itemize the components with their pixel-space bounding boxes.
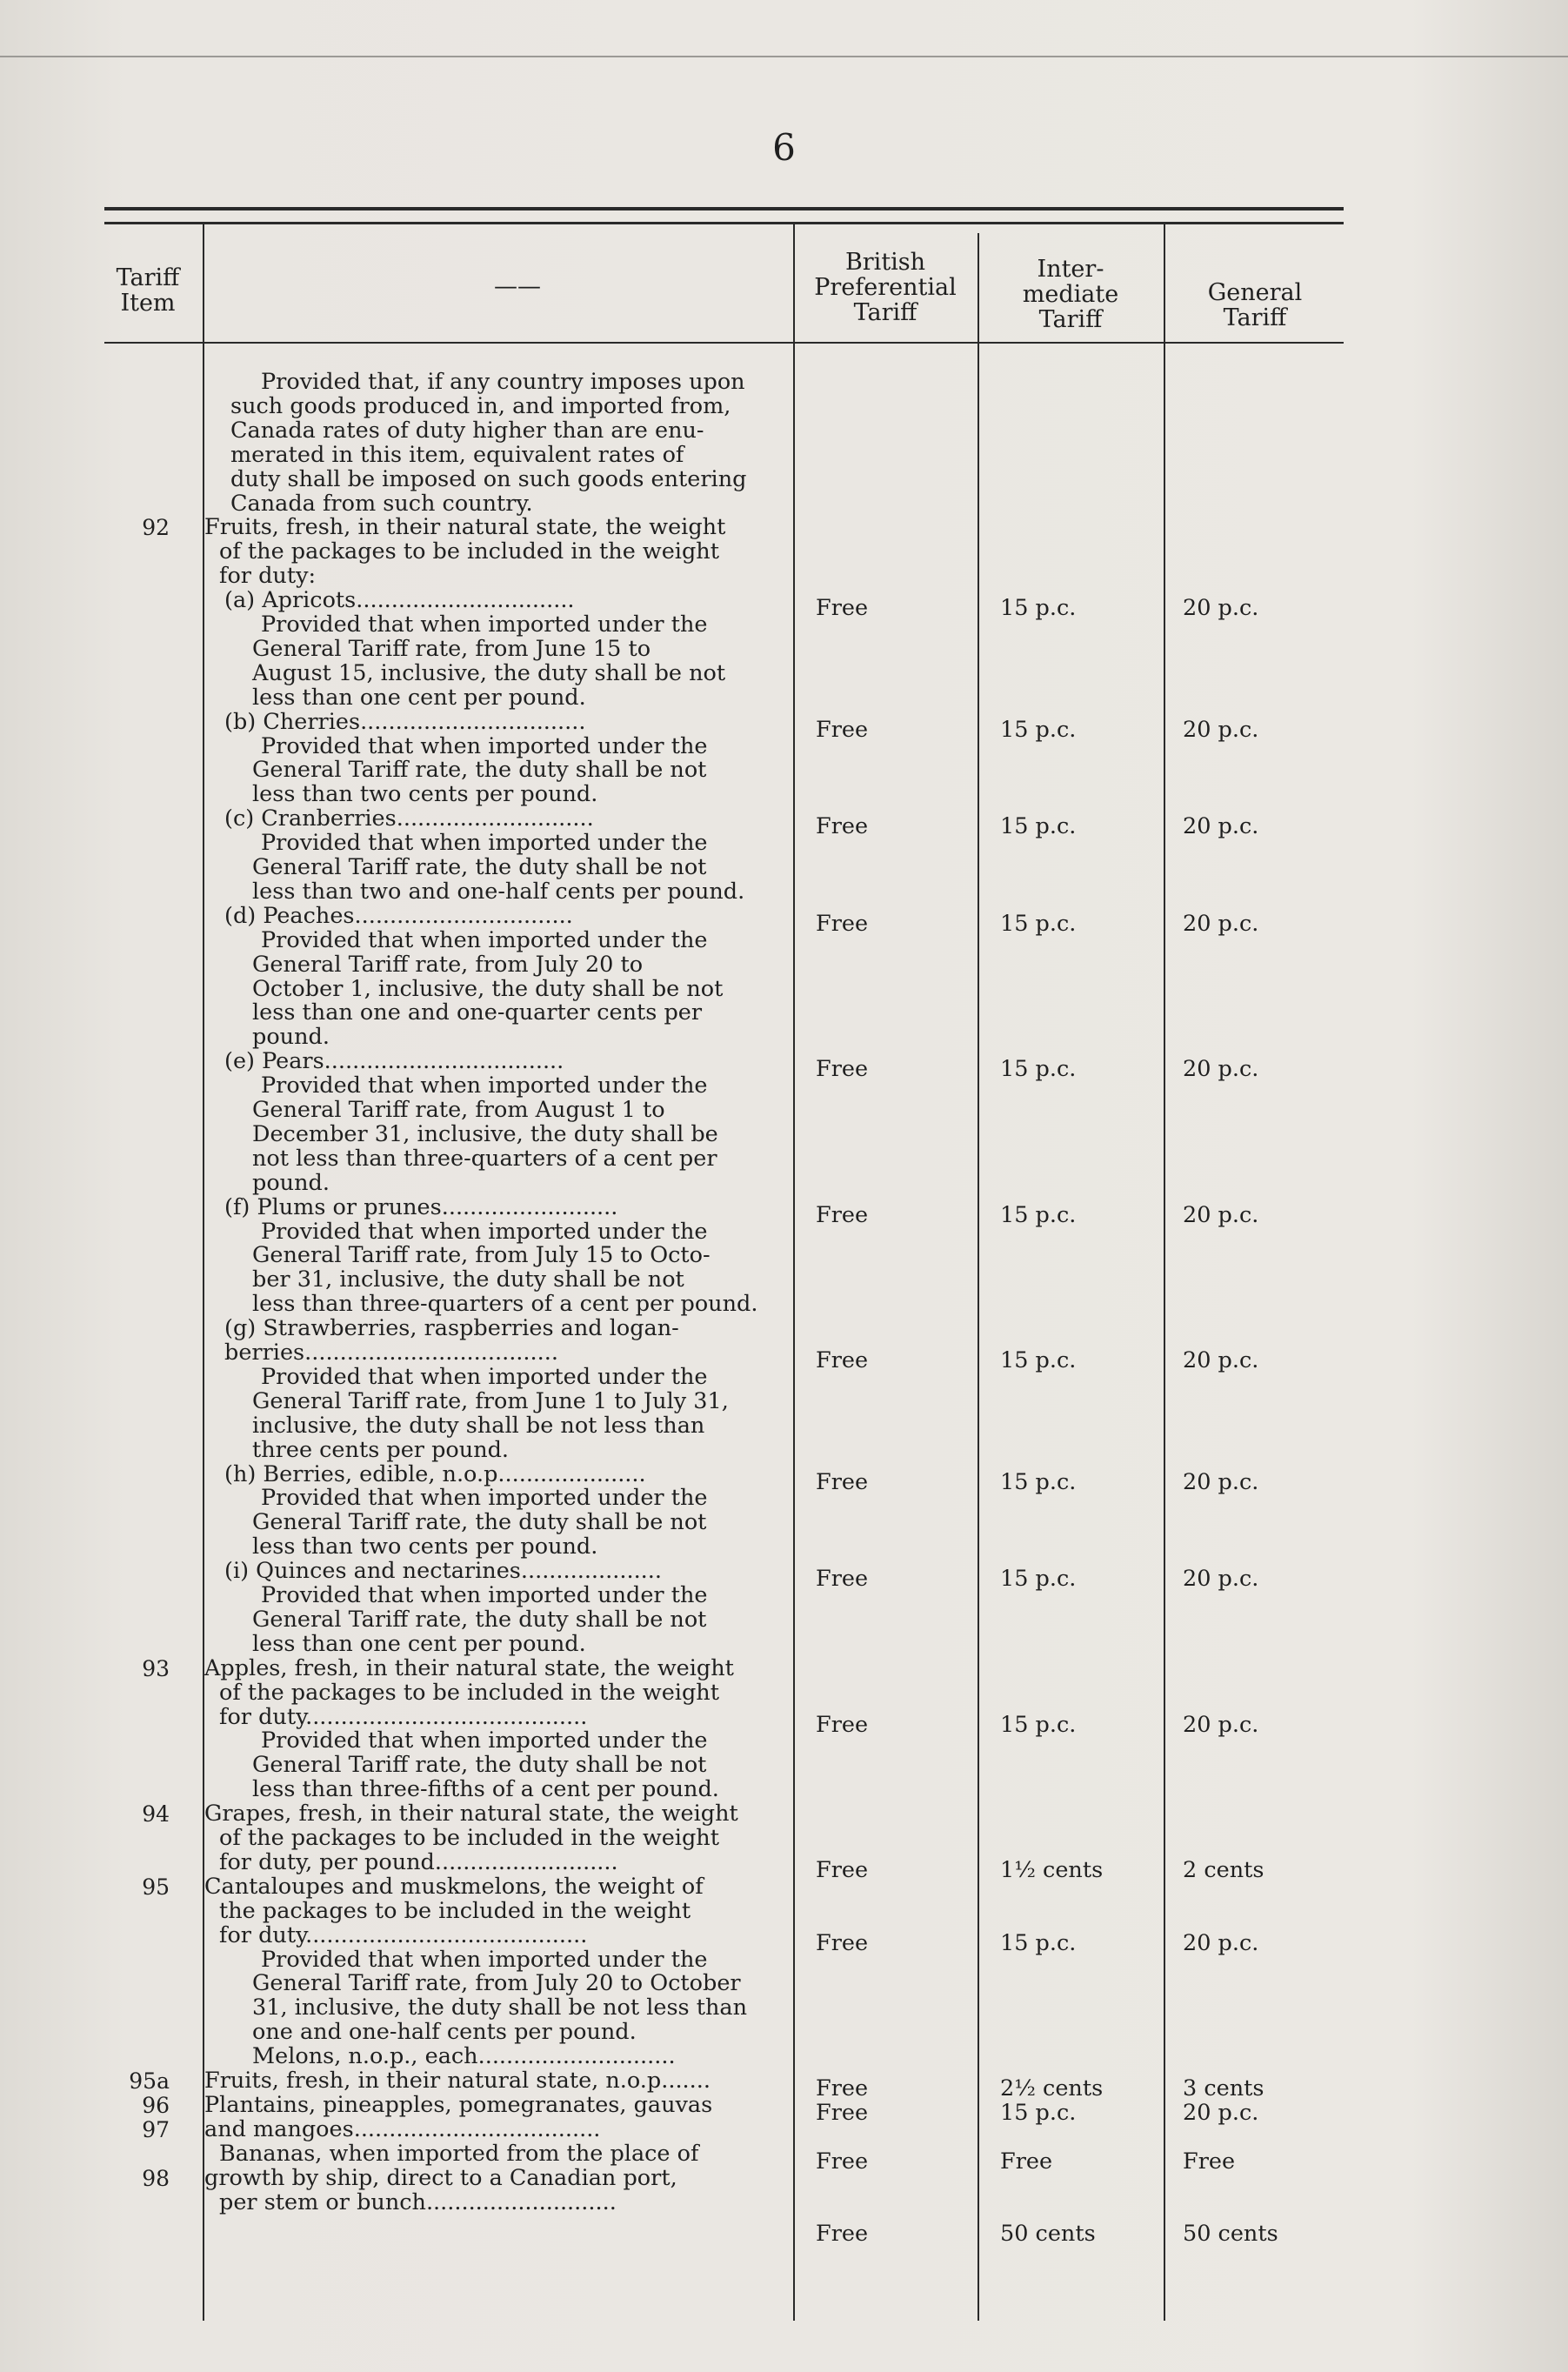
description-line: for duty:	[219, 563, 317, 590]
header-british-line: British	[844, 249, 926, 276]
british-preferential-rate: Free	[816, 595, 869, 622]
general-rate: 20 p.c.	[1183, 1468, 1259, 1495]
general-rate: 20 p.c.	[1183, 1347, 1259, 1373]
description-line: (a) Apricots...............................	[224, 587, 575, 614]
header-tariff-item-line: Item	[120, 290, 176, 317]
description-line: of the packages to be included in the weight	[219, 1679, 719, 1706]
general-rate: 20 p.c.	[1183, 813, 1259, 840]
description-line: August 15, inclusive, the duty shall be not	[252, 659, 726, 686]
intermediate-rate: 15 p.c.	[1000, 813, 1077, 840]
description-line: the packages to be included in the weight	[219, 1897, 691, 1924]
description-line: Bananas, when imported from the place of	[219, 2140, 699, 2167]
description-line: berries....................................	[224, 1340, 558, 1366]
description-line: Provided that when imported under the	[261, 1072, 708, 1099]
general-rate: Free	[1183, 2148, 1236, 2175]
british-preferential-rate: Free	[816, 716, 869, 743]
description-line: General Tariff rate, the duty shall be not	[252, 1509, 707, 1536]
general-rate: 2 cents	[1183, 1856, 1264, 1883]
header-intermediate-line: Tariff	[1038, 306, 1103, 333]
british-preferential-rate: Free	[816, 2221, 869, 2248]
british-preferential-rate: Free	[816, 1468, 869, 1495]
header-tariff-item-line: Tariff	[116, 264, 180, 291]
header-description: ——	[494, 273, 541, 300]
description-line: less than two cents per pound.	[252, 781, 598, 808]
intermediate-rate: 15 p.c.	[1000, 1566, 1077, 1593]
description-line: General Tariff rate, from July 20 to October	[252, 1970, 741, 1997]
description-line: growth by ship, direct to a Canadian port,	[204, 2164, 677, 2191]
description-line: of the packages to be included in the weight	[219, 538, 719, 565]
intermediate-rate: 15 p.c.	[1000, 1056, 1077, 1083]
description-line: and mangoes...................................	[204, 2115, 601, 2142]
description-line: of the packages to be included in the weight	[219, 1825, 719, 1851]
general-rate: 20 p.c.	[1183, 716, 1259, 743]
description-line: Provided that when imported under the	[261, 1485, 708, 1512]
intermediate-rate: 15 p.c.	[1000, 1201, 1077, 1228]
british-preferential-rate: Free	[816, 1566, 869, 1593]
description-line: less than three-quarters of a cent per pound.	[252, 1291, 758, 1318]
intermediate-rate: 15 p.c.	[1000, 2099, 1077, 2126]
description-line: General Tariff rate, from July 15 to Octo-	[252, 1242, 711, 1269]
description-line: Fruits, fresh, in their natural state, the weight	[204, 514, 726, 541]
tariff-item-number: 98	[142, 2165, 170, 2191]
description-line: Canada from such country.	[230, 490, 533, 517]
description-line: (b) Cherries................................	[224, 708, 586, 735]
description-line: Provided that when imported under the	[261, 732, 708, 759]
description-line: October 1, inclusive, the duty shall be not	[252, 975, 724, 1002]
british-preferential-rate: Free	[816, 1856, 869, 1883]
description-line: (e) Pears..................................	[224, 1048, 564, 1075]
tariff-item-number: 92	[142, 515, 170, 541]
tariff-item-number: 94	[142, 1801, 170, 1827]
description-line: Melons, n.o.p., each............................	[252, 2043, 676, 2070]
tariff-item-number: 93	[142, 1655, 170, 1681]
description-line: General Tariff rate, the duty shall be not	[252, 1752, 707, 1779]
tariff-item-number: 95	[142, 1874, 170, 1900]
description-line: pound.	[252, 1024, 330, 1051]
description-line: Grapes, fresh, in their natural state, the weight	[204, 1801, 738, 1827]
british-preferential-rate: Free	[816, 1056, 869, 1083]
british-preferential-rate: Free	[816, 910, 869, 937]
general-rate: 20 p.c.	[1183, 1929, 1259, 1956]
description-line: (g) Strawberries, raspberries and logan-	[224, 1315, 679, 1342]
description-line: General Tariff rate, from July 20 to	[252, 951, 644, 978]
header-intermediate-line: Inter-	[1037, 256, 1104, 283]
general-rate: 20 p.c.	[1183, 1711, 1259, 1738]
page-number: 6	[772, 126, 796, 169]
general-rate: 20 p.c.	[1183, 910, 1259, 937]
description-line: less than one cent per pound.	[252, 1630, 586, 1657]
intermediate-rate: Free	[1000, 2148, 1053, 2175]
tariff-item-number: 97	[142, 2116, 170, 2142]
intermediate-rate: 50 cents	[1000, 2221, 1096, 2248]
description-line: Canada rates of duty higher than are enu-	[230, 417, 704, 444]
description-line: (c) Cranberries............................	[224, 805, 594, 832]
description-line: General Tariff rate, from June 1 to July 31,	[252, 1387, 729, 1414]
column-divider-british	[977, 233, 979, 2321]
british-preferential-rate: Free	[816, 1929, 869, 1956]
description-line: less than three-fifths of a cent per pound.	[252, 1776, 719, 1803]
description-line: for duty, per pound..........................	[219, 1848, 618, 1875]
column-divider-description	[793, 224, 795, 2321]
description-line: ber 31, inclusive, the duty shall be not	[252, 1266, 684, 1293]
british-preferential-rate: Free	[816, 813, 869, 840]
description-line: such goods produced in, and imported from,	[230, 392, 731, 419]
intermediate-rate: 15 p.c.	[1000, 910, 1077, 937]
tariff-item-number: 95a	[129, 2068, 170, 2094]
british-preferential-rate: Free	[816, 1347, 869, 1373]
description-line: General Tariff rate, the duty shall be not	[252, 854, 707, 880]
intermediate-rate: 15 p.c.	[1000, 1347, 1077, 1373]
description-line: not less than three-quarters of a cent per	[252, 1145, 717, 1172]
description-line: Provided that when imported under the	[261, 1582, 708, 1608]
british-preferential-rate: Free	[816, 2099, 869, 2126]
description-line: Provided that, if any country imposes upon	[261, 369, 745, 395]
description-line: General Tariff rate, the duty shall be not	[252, 757, 707, 784]
intermediate-rate: 15 p.c.	[1000, 1468, 1077, 1495]
intermediate-rate: 15 p.c.	[1000, 716, 1077, 743]
column-divider-intermediate	[1164, 224, 1165, 2321]
description-line: Apples, fresh, in their natural state, the weight	[204, 1654, 734, 1681]
header-british-line: Preferential	[814, 274, 957, 301]
header-double-rule-top	[104, 207, 1344, 210]
description-line: Fruits, fresh, in their natural state, n.o.p.......	[204, 2068, 711, 2094]
description-line: less than two and one-half cents per pound.	[252, 878, 745, 905]
header-british-preferential	[793, 250, 977, 325]
description-line: General Tariff rate, from June 15 to	[252, 635, 651, 662]
description-line: Cantaloupes and muskmelons, the weight of	[204, 1873, 704, 1900]
description-line: pound.	[252, 1169, 330, 1196]
general-rate: 50 cents	[1183, 2221, 1278, 2248]
top-edge-rule	[0, 56, 1568, 57]
description-line: Provided that when imported under the	[261, 926, 708, 953]
header-tariff-item	[96, 265, 200, 316]
description-line: inclusive, the duty shall be not less than	[252, 1412, 705, 1439]
description-line: Provided that when imported under the	[261, 1363, 708, 1390]
description-line: Provided that when imported under the	[261, 830, 708, 857]
general-rate: 20 p.c.	[1183, 1566, 1259, 1593]
description-line: General Tariff rate, the duty shall be not	[252, 1606, 707, 1633]
description-line: less than one cent per pound.	[252, 684, 586, 711]
general-rate: 3 cents	[1183, 2075, 1264, 2101]
description-line: per stem or bunch...........................	[219, 2188, 617, 2215]
description-line: (i) Quinces and nectarines....................	[224, 1558, 662, 1585]
description-line: December 31, inclusive, the duty shall be	[252, 1120, 718, 1147]
description-line: Provided that when imported under the	[261, 1727, 708, 1754]
intermediate-rate: 1½ cents	[1000, 1856, 1104, 1883]
general-rate: 20 p.c.	[1183, 1056, 1259, 1083]
intermediate-rate: 2½ cents	[1000, 2075, 1104, 2101]
description-line: merated in this item, equivalent rates of	[230, 441, 684, 468]
description-line: one and one-half cents per pound.	[252, 2019, 637, 2046]
description-line: for duty........................................	[219, 1921, 588, 1948]
header-double-rule-bottom	[104, 222, 1344, 224]
description-line: General Tariff rate, from August 1 to	[252, 1097, 665, 1123]
description-line: 31, inclusive, the duty shall be not less than	[252, 1994, 748, 2021]
description-line: less than two cents per pound.	[252, 1533, 598, 1560]
british-preferential-rate: Free	[816, 2148, 869, 2175]
header-intermediate	[977, 257, 1164, 332]
general-rate: 20 p.c.	[1183, 2099, 1259, 2126]
description-line: (d) Peaches...............................	[224, 902, 573, 929]
description-line: less than one and one-quarter cents per	[252, 999, 703, 1026]
general-rate: 20 p.c.	[1183, 1201, 1259, 1228]
description-line: (h) Berries, edible, n.o.p.....................	[224, 1460, 646, 1487]
british-preferential-rate: Free	[816, 2075, 869, 2101]
intermediate-rate: 15 p.c.	[1000, 1929, 1077, 1956]
header-general-line: Tariff	[1223, 304, 1287, 331]
header-british-line: Tariff	[853, 299, 917, 326]
header-general-line: General	[1207, 279, 1303, 306]
description-line: Provided that when imported under the	[261, 1946, 708, 1973]
header-intermediate-line: mediate	[1022, 281, 1119, 308]
description-line: for duty........................................	[219, 1703, 588, 1730]
british-preferential-rate: Free	[816, 1201, 869, 1228]
description-line: Provided that when imported under the	[261, 1218, 708, 1245]
description-line: Plantains, pineapples, pomegranates, gauvas	[204, 2091, 713, 2118]
british-preferential-rate: Free	[816, 1711, 869, 1738]
description-line: duty shall be imposed on such goods entering	[230, 465, 747, 492]
header-bottom-rule	[104, 342, 1344, 344]
tariff-item-number: 96	[142, 2092, 170, 2118]
header-general	[1164, 280, 1346, 331]
intermediate-rate: 15 p.c.	[1000, 595, 1077, 622]
description-line: Provided that when imported under the	[261, 611, 708, 638]
general-rate: 20 p.c.	[1183, 595, 1259, 622]
description-line: three cents per pound.	[252, 1436, 510, 1463]
intermediate-rate: 15 p.c.	[1000, 1711, 1077, 1738]
description-line: (f) Plums or prunes.........................	[224, 1193, 618, 1220]
